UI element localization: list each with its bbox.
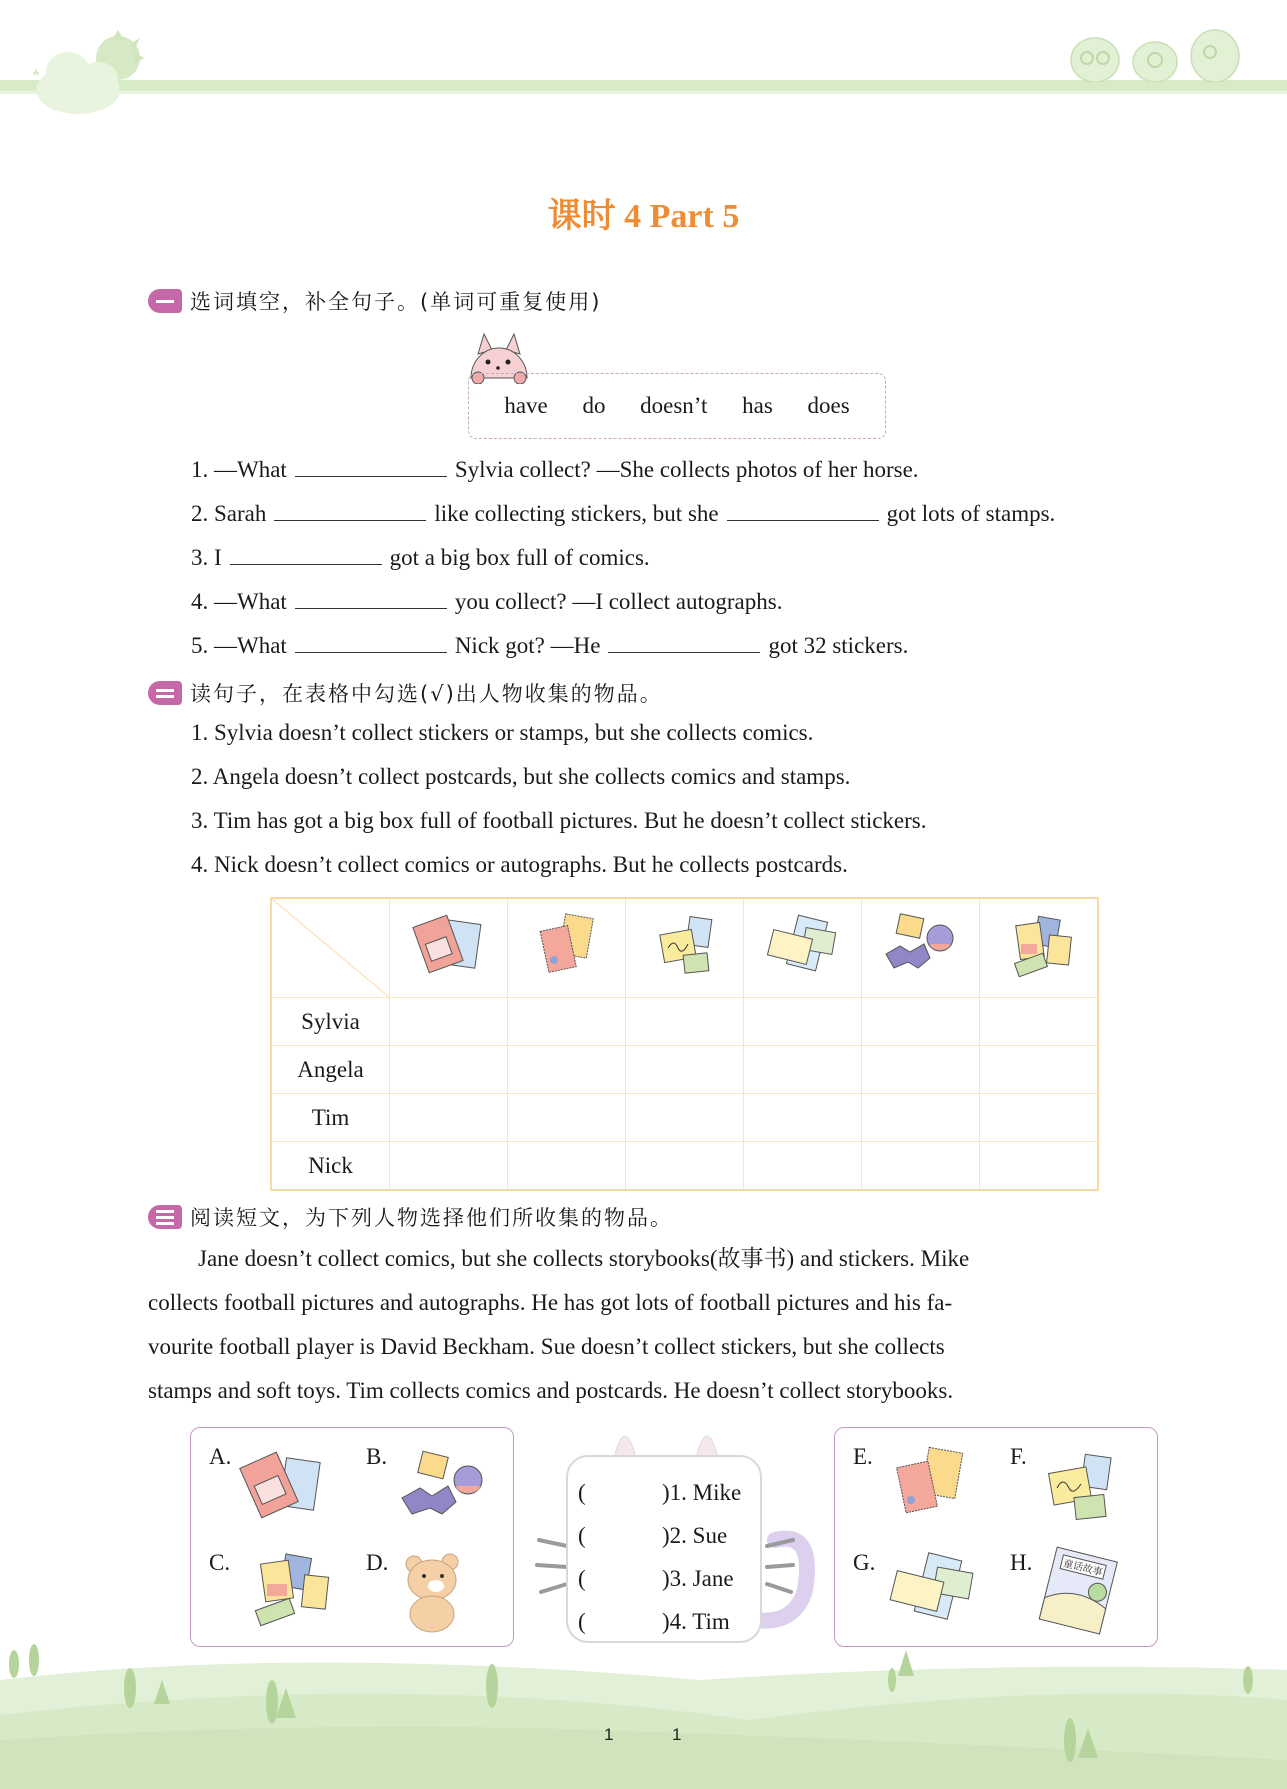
question-text: like collecting stickers, but she [434, 501, 719, 526]
question-4 [191, 589, 782, 615]
answer-row-sue: ( ) 2. Sue [578, 1522, 728, 1548]
column-football-pictures [980, 898, 1099, 998]
row-label: Angela [271, 1046, 390, 1094]
passage-line: collects football pictures and autographs. He has got lots of football pictures and his fa- [148, 1290, 953, 1315]
section-3-header [148, 1202, 673, 1232]
section-1-badge [148, 289, 182, 313]
passage-line: stamps and soft toys. Tim collects comics and postcards. He doesn’t collect storybooks. [148, 1378, 954, 1403]
table-corner-cell [271, 898, 390, 998]
answer-name: 1. Mike [669, 1479, 742, 1505]
sentence-2: 2. Angela doesn’t collect postcards, but she collects comics and stamps. [191, 764, 851, 789]
stamps-icon [885, 1444, 975, 1524]
check-cell[interactable] [744, 1094, 862, 1142]
sentence-4: 4. Nick doesn’t collect comics or autographs. But he collects postcards. [191, 852, 848, 877]
stickers-icon [878, 910, 964, 980]
check-cell[interactable] [744, 998, 862, 1046]
option-label-e: E. [853, 1444, 873, 1469]
column-autographs [626, 898, 744, 998]
question-text: 3. I [191, 545, 222, 570]
section-2-badge [148, 681, 182, 705]
option-label-a: A. [209, 1444, 232, 1469]
question-2 [191, 501, 1055, 527]
comics-icon [231, 1446, 331, 1526]
page-number-right: 1 [672, 1725, 682, 1744]
check-cell[interactable] [626, 1094, 744, 1142]
answer-paren-open[interactable]: ( [578, 1608, 586, 1634]
autographs-icon [1035, 1450, 1125, 1530]
sun-cloud-decoration-icon [18, 30, 148, 115]
table-row [271, 1094, 1098, 1142]
table-row [271, 1142, 1098, 1191]
word-bank-item: has [742, 393, 773, 418]
answer-blank[interactable] [727, 502, 879, 521]
column-stamps [508, 898, 626, 998]
passage-line: vourite football player is David Beckham. Sue doesn’t collect stickers, but she collects [148, 1334, 945, 1359]
check-cell[interactable] [980, 998, 1099, 1046]
header-band-shadow [0, 91, 1287, 94]
options-box-right [834, 1427, 1158, 1647]
page-number-left: 1 [604, 1725, 614, 1744]
option-label-h: H. [1010, 1550, 1033, 1575]
svg-text:童话故事: 童话故事 [1062, 1558, 1104, 1579]
option-label-f: F. [1010, 1444, 1027, 1469]
option-label-g: G. [853, 1550, 876, 1575]
answer-row-mike: ( ) 1. Mike [578, 1479, 742, 1505]
word-bank-item: have [504, 393, 548, 418]
cartoon-animals-decoration-icon [1060, 22, 1260, 82]
check-cell[interactable] [862, 1094, 980, 1142]
check-cell[interactable] [508, 1142, 626, 1191]
check-cell[interactable] [626, 1142, 744, 1191]
column-postcards [744, 898, 862, 998]
row-label: Sylvia [271, 998, 390, 1046]
option-label-d: D. [366, 1550, 389, 1575]
stamps-icon [524, 910, 610, 980]
question-text: Sylvia collect? —She collects photos of her horse. [454, 457, 919, 482]
autographs-icon [642, 910, 728, 980]
word-bank-item: doesn’t [640, 393, 708, 418]
answer-name: 2. Sue [669, 1522, 728, 1548]
question-1 [191, 457, 919, 483]
answer-name: 3. Jane [669, 1565, 734, 1591]
question-text: 2. Sarah [191, 501, 267, 526]
hills-footer-decoration-icon [0, 1640, 1287, 1789]
answer-name: 4. Tim [669, 1608, 730, 1634]
row-label: Tim [271, 1094, 390, 1142]
check-cell[interactable] [508, 1046, 626, 1094]
check-cell[interactable] [980, 1046, 1099, 1094]
answer-blank[interactable] [608, 634, 760, 653]
options-box-left [190, 1427, 514, 1647]
postcards-icon [760, 910, 846, 980]
sentence-1: 1. Sylvia doesn’t collect stickers or stamps, but she collects comics. [191, 720, 814, 745]
column-comics [390, 898, 508, 998]
answer-box [566, 1455, 762, 1643]
check-cell[interactable] [980, 1094, 1099, 1142]
table-row [271, 998, 1098, 1046]
section-1-instruction: 选词填空，补全句子。(单词可重复使用) [190, 290, 602, 314]
passage-line: Jane doesn’t collect comics, but she collects storybooks(故事书) and stickers. Mike [198, 1246, 970, 1271]
row-label: Nick [271, 1142, 390, 1191]
page-title: 课时 4 Part 5 [547, 198, 740, 235]
check-cell[interactable] [626, 1046, 744, 1094]
section-2-header [148, 678, 663, 708]
section-3-instruction: 阅读短文，为下列人物选择他们所收集的物品。 [190, 1206, 673, 1230]
question-text: got 32 stickers. [768, 633, 909, 658]
reading-passage [148, 1237, 1158, 1413]
column-stickers [862, 898, 980, 998]
check-cell[interactable] [626, 998, 744, 1046]
check-cell[interactable] [508, 1094, 626, 1142]
answer-paren-open[interactable]: ( [578, 1522, 586, 1548]
answer-blank[interactable] [295, 634, 447, 653]
check-cell[interactable] [980, 1142, 1099, 1191]
postcards-icon [883, 1550, 983, 1630]
check-cell[interactable] [390, 1094, 508, 1142]
football-pictures-icon [243, 1546, 343, 1631]
collection-table [270, 897, 1099, 1191]
question-3 [191, 545, 650, 571]
question-text: 4. —What [191, 589, 287, 614]
answer-row-tim: ( ) 4. Tim [578, 1608, 730, 1634]
question-text: got a big box full of comics. [389, 545, 650, 570]
answer-blank[interactable] [274, 502, 426, 521]
answer-paren-open[interactable]: ( [578, 1565, 586, 1591]
check-cell[interactable] [862, 1046, 980, 1094]
check-cell[interactable] [390, 998, 508, 1046]
check-cell[interactable] [744, 1046, 862, 1094]
word-bank [468, 373, 886, 439]
storybook-icon [1035, 1546, 1125, 1638]
question-text: 1. —What [191, 457, 287, 482]
question-text: 5. —What [191, 633, 287, 658]
teddy-bear-icon [396, 1548, 476, 1633]
check-cell[interactable] [862, 998, 980, 1046]
football-pictures-icon [996, 910, 1082, 980]
option-label-c: C. [209, 1550, 231, 1575]
check-cell[interactable] [744, 1142, 862, 1191]
section-3-badge [148, 1205, 182, 1229]
question-text: Nick got? —He [454, 633, 601, 658]
word-bank-item: does [807, 393, 850, 418]
section-2-instruction: 读句子，在表格中勾选(√)出人物收集的物品。 [190, 682, 663, 706]
question-text: got lots of stamps. [886, 501, 1056, 526]
comics-icon [406, 910, 492, 980]
answer-blank[interactable] [295, 458, 447, 477]
answer-row-jane: ( ) 3. Jane [578, 1565, 734, 1591]
section-1-header [148, 286, 601, 316]
table-row [271, 1046, 1098, 1094]
check-cell[interactable] [390, 1142, 508, 1191]
question-text: you collect? —I collect autographs. [454, 589, 783, 614]
answer-paren-open[interactable]: ( [578, 1479, 586, 1505]
word-bank-item: do [582, 393, 606, 418]
answer-blank[interactable] [230, 546, 382, 565]
question-5 [191, 633, 908, 659]
stickers-icon [396, 1448, 496, 1528]
answer-blank[interactable] [295, 590, 447, 609]
check-cell[interactable] [862, 1142, 980, 1191]
option-label-b: B. [366, 1444, 388, 1469]
check-cell[interactable] [508, 998, 626, 1046]
sentence-3: 3. Tim has got a big box full of football pictures. But he doesn’t collect stickers. [191, 808, 927, 833]
check-cell[interactable] [390, 1046, 508, 1094]
